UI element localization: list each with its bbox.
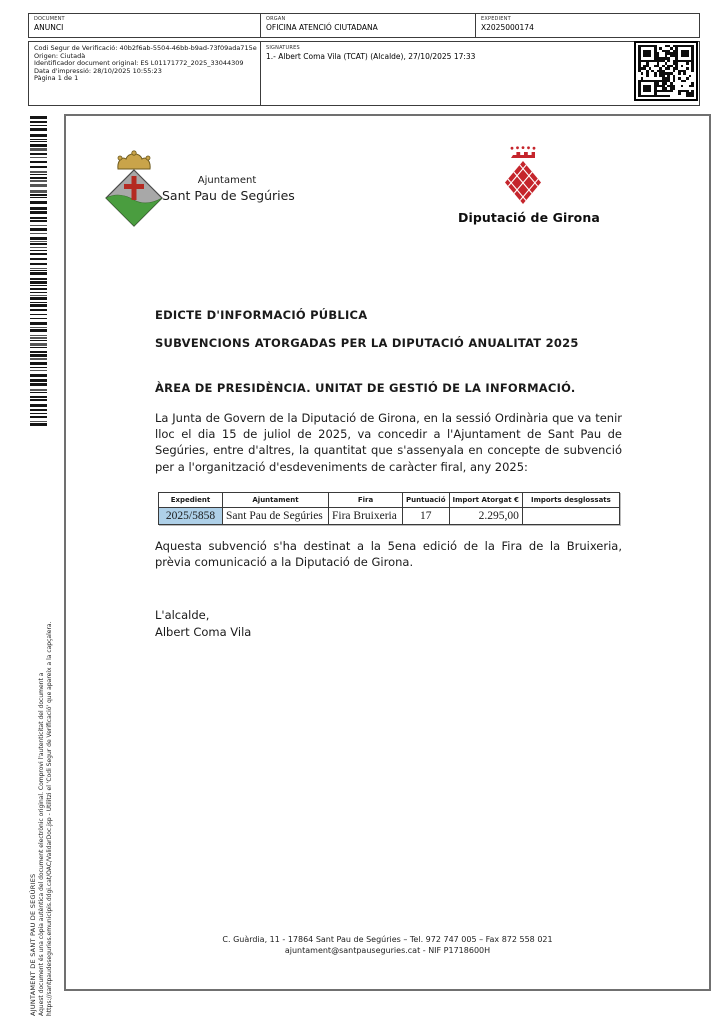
- col-import-atorgat: Import Atorgat €: [449, 493, 522, 508]
- sidebar-authenticity-line: Aquest document és una còpia autèntica del document electrònic original. Comprovi l'autenticitat del document a: [38, 672, 45, 1016]
- col-fira: Fira: [329, 493, 403, 508]
- meta-codi-segur: Codi Segur de Verificació: 40b2f6ab-5504-46bb-b9ad-73f09ada715e: [34, 44, 257, 52]
- sidebar-org-name: AJUNTAMENT DE SANT PAU DE SEGÚRIES: [29, 873, 37, 1016]
- import-cell: 2.295,00: [449, 508, 522, 525]
- header-row-1: [28, 13, 700, 38]
- ajuntament-logo-text: [162, 174, 295, 204]
- signature-name: Albert Coma Vila: [155, 624, 252, 639]
- expedient-value: X2025000174: [481, 23, 534, 32]
- col-imports-desglossats: Imports desglossats: [522, 493, 619, 508]
- body-paragraph-2: Aquesta subvenció s'ha destinat a la 5ena edició de la Fira de la Bruixeria, prèvia comunicació a la Diputació de Girona.: [155, 539, 622, 570]
- header-row-2: [28, 41, 700, 106]
- organ-label: ORGAN: [266, 16, 286, 22]
- footer-address-line: C. Guàrdia, 11 - 17864 Sant Pau de Segúries – Tel. 972 747 005 – Fax 872 558 021: [222, 935, 553, 944]
- edict-title: EDICTE D'INFORMACIÓ PÚBLICA: [155, 308, 368, 322]
- fira-cell: Fira Bruixeria: [329, 508, 403, 525]
- header-cell-organ: [261, 13, 476, 38]
- ajuntament-cell: Sant Pau de Segúries: [223, 508, 329, 525]
- sidebar-validation-text: [29, 550, 61, 1016]
- header-cell-document: [28, 13, 261, 38]
- barcode: [30, 116, 47, 426]
- signature-block: [155, 607, 251, 640]
- puntuacio-cell: 17: [403, 508, 450, 525]
- header-cell-signatures: [261, 41, 700, 106]
- document-value: ANUNCI: [34, 23, 64, 32]
- diputacio-logo-label: Diputació de Girona: [458, 210, 600, 225]
- ajuntament-logo-line2: Sant Pau de Segúries: [162, 188, 295, 203]
- signatures-value: 1.- Albert Coma Vila (TCAT) (Alcalde), 27/10/2025 17:33: [266, 52, 476, 61]
- desglossats-cell: [522, 508, 619, 525]
- meta-data-impressio: Data d'impressió: 28/10/2025 10:55:23: [34, 66, 162, 75]
- sidebar-rotated-block: [29, 550, 61, 1016]
- ajuntament-coat-of-arms-icon: [103, 148, 165, 228]
- grants-header-row: [159, 493, 620, 508]
- ajuntament-logo-line1: Ajuntament: [197, 175, 257, 186]
- sidebar-validation-url: https://santpaudeseguries.emunicipis.ddgi.cat/OAC/ValidarDoc.jsp - Utilitzi el 'Codi Segur de Verificació' que apareix a la capçalera.: [46, 621, 54, 1016]
- col-ajuntament: Ajuntament: [223, 493, 329, 508]
- qr-code: [634, 41, 698, 101]
- header-cell-meta: [28, 41, 261, 106]
- meta-identificador: Identificador document original: ES L01171772_2025_33044309: [34, 59, 244, 68]
- grants-data-row: [159, 508, 620, 525]
- organ-value: OFICINA ATENCIÓ CIUTADANA: [266, 23, 378, 32]
- diputacio-logo: [458, 146, 600, 225]
- meta-origen: Origen: Ciutadà: [34, 51, 86, 60]
- signatures-label: SIGNATURES: [266, 45, 300, 51]
- body-paragraph-1: La Junta de Govern de la Diputació de Girona, en la sessió Ordinària que va tenir lloc el dia 15 de juliol de 2025, va concedir a l'Ajuntament de Sant Pau de Segúries, entre d'altres, la quantitat que s'assenyala en concepte de subvenció per a l'organització d'esdeveniments de caràcter firal, any 2025:: [155, 411, 622, 474]
- diputacio-emblem-icon: [500, 146, 546, 204]
- grants-table: [158, 492, 620, 525]
- footer-contact-line: ajuntament@santpauseguries.cat - NIF P1718600H: [284, 945, 491, 955]
- col-expedient: Expedient: [159, 493, 223, 508]
- edict-subtitle: SUBVENCIONS ATORGADAS PER LA DIPUTACIÓ ANUALITAT 2025: [155, 336, 579, 350]
- col-puntuacio: Puntuació: [403, 493, 450, 508]
- header-cell-expedient: [476, 13, 700, 38]
- signature-role: L'alcalde,: [155, 608, 210, 622]
- section-heading: ÀREA DE PRESIDÈNCIA. UNITAT DE GESTIÓ DE LA INFORMACIÓ.: [155, 381, 576, 395]
- qr-code-pattern: [638, 45, 694, 97]
- expedient-label: EXPEDIENT: [481, 16, 511, 22]
- meta-pagina: Pàgina 1 de 1: [34, 74, 79, 83]
- document-label: DOCUMENT: [34, 16, 65, 22]
- expedient-cell: 2025/5858: [159, 508, 223, 525]
- page-footer: [64, 935, 711, 956]
